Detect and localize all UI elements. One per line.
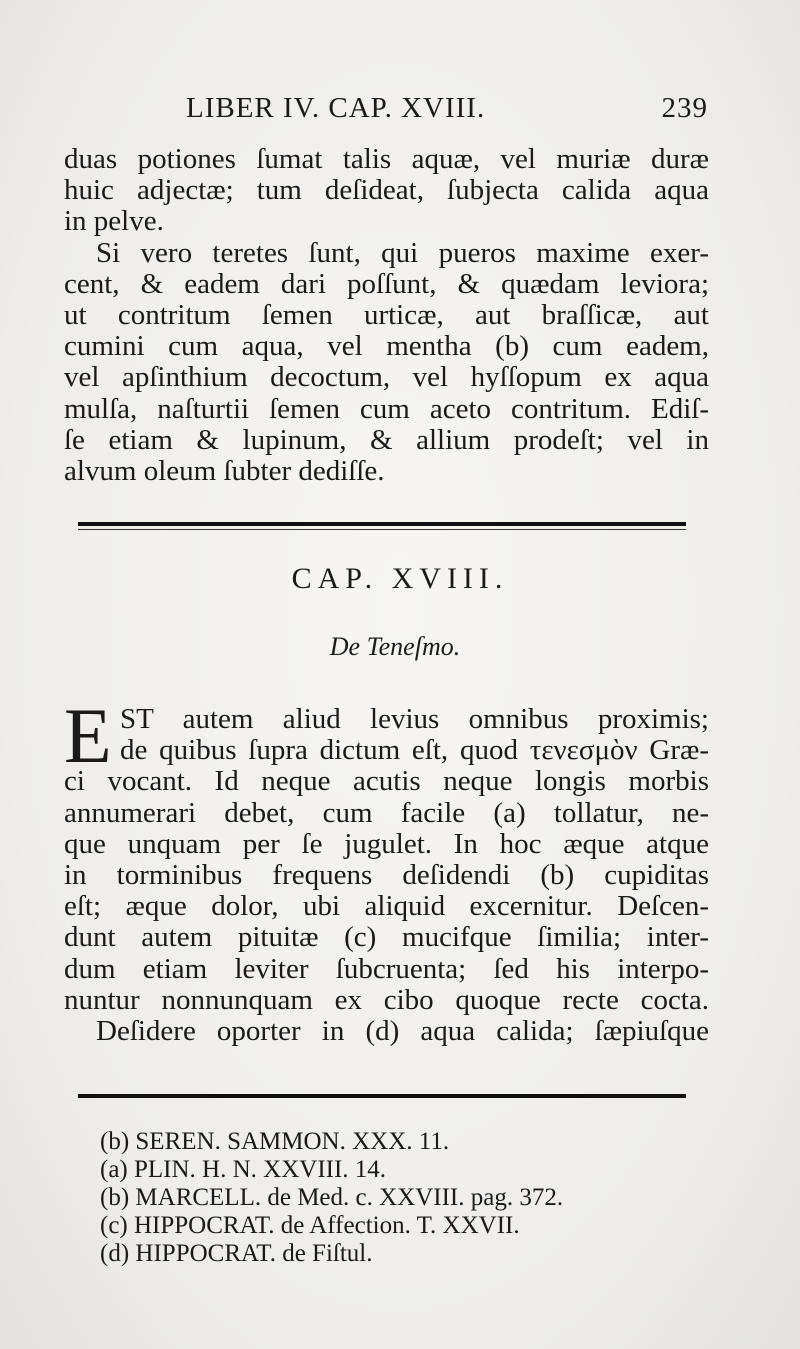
text-line: de quibus ſupra dictum eſt, quod τενεσμὸν Græ- — [120, 735, 709, 767]
footnote — [100, 1128, 720, 1156]
chapter-subtitle: De Teneſmo. — [329, 632, 461, 661]
continuation-text — [64, 144, 709, 487]
footnote-text: HIPPOCRAT. de Affection. T. XXVII. — [134, 1212, 520, 1239]
text-line: ST autem aliud levius omnibus proximis; — [120, 704, 709, 735]
footnote — [100, 1184, 720, 1212]
footnote-text: HIPPOCRAT. de Fiſtul. — [135, 1240, 373, 1267]
text-line: mulſa, naſturtii ſemen cum aceto contritum. Ediſ- — [64, 393, 709, 425]
footnote-label: (c) — [100, 1212, 128, 1239]
text-line: vel apſinthium decoctum, vel hyſſopum ex aqua — [64, 362, 709, 394]
footnotes — [100, 1128, 720, 1268]
text-line: ci vocant. Id neque acutis neque longis morbis — [64, 766, 709, 798]
running-title: LIBER IV. CAP. XVIII. — [186, 92, 486, 124]
text-line: Si vero teretes ſunt, qui pueros maxime exer- — [96, 237, 709, 269]
text-line: dum etiam leviter ſubcruenta; ſed his interpo- — [64, 953, 709, 985]
section-divider — [78, 522, 686, 526]
text-line: cumini cum aqua, vel mentha (b) cum eadem, — [64, 331, 709, 363]
text-line: ut contritum ſemen urticæ, aut braſſicæ, aut — [64, 300, 709, 332]
footnote — [100, 1212, 720, 1240]
text-line: que unquam per ſe jugulet. In hoc æque atque — [64, 828, 709, 860]
text-line: huic adjectæ; tum deſideat, ſubjecta calida aqua — [64, 175, 709, 207]
chapter-title: CAP. XVIII. — [291, 562, 509, 595]
text-line: ſe etiam & lupinum, & allium prodeſt; vel in — [64, 424, 709, 456]
page-number: 239 — [661, 92, 708, 124]
text-line: duas potiones ſumat talis aquæ, vel muriæ duræ — [64, 144, 709, 175]
footnote — [100, 1240, 720, 1268]
footnote-text: MARCELL. de Med. c. XXVIII. pag. 372. — [135, 1184, 564, 1211]
running-header — [186, 92, 716, 132]
text-line: annumerari debet, cum facile (a) tollatur, ne- — [64, 797, 709, 829]
text-line: nuntur nonnunquam ex cibo quoque recte cocta. — [64, 984, 709, 1016]
footnote-divider — [78, 1094, 686, 1098]
text-line: in pelve. — [64, 206, 164, 238]
text-line: dunt autem pituitæ (c) mucifque ſimilia; inter- — [64, 922, 709, 954]
footnote-label: (d) — [100, 1240, 130, 1267]
footnote-text: PLIN. H. N. XXVIII. 14. — [134, 1156, 387, 1183]
text-line: eſt; æque dolor, ubi aliquid excernitur. Deſcen- — [64, 891, 709, 923]
footnote-label: (b) — [100, 1184, 130, 1211]
chapter-text — [64, 692, 709, 1048]
footnote-label: (b) — [100, 1128, 130, 1155]
footnote-label: (a) — [100, 1156, 128, 1183]
text-line: in torminibus frequens deſidendi (b) cupiditas — [64, 860, 709, 892]
footnote-text: SEREN. SAMMON. XXX. 11. — [135, 1128, 450, 1155]
footnote — [100, 1156, 720, 1184]
text-line: alvum oleum ſubter dediſſe. — [64, 456, 385, 488]
text-line: Deſidere oporter in (d) aqua calida; ſæpiuſque — [96, 1016, 709, 1048]
text-line: cent, & eadem dari poſſunt, & quædam leviora; — [64, 268, 709, 300]
drop-cap: E — [64, 692, 112, 779]
